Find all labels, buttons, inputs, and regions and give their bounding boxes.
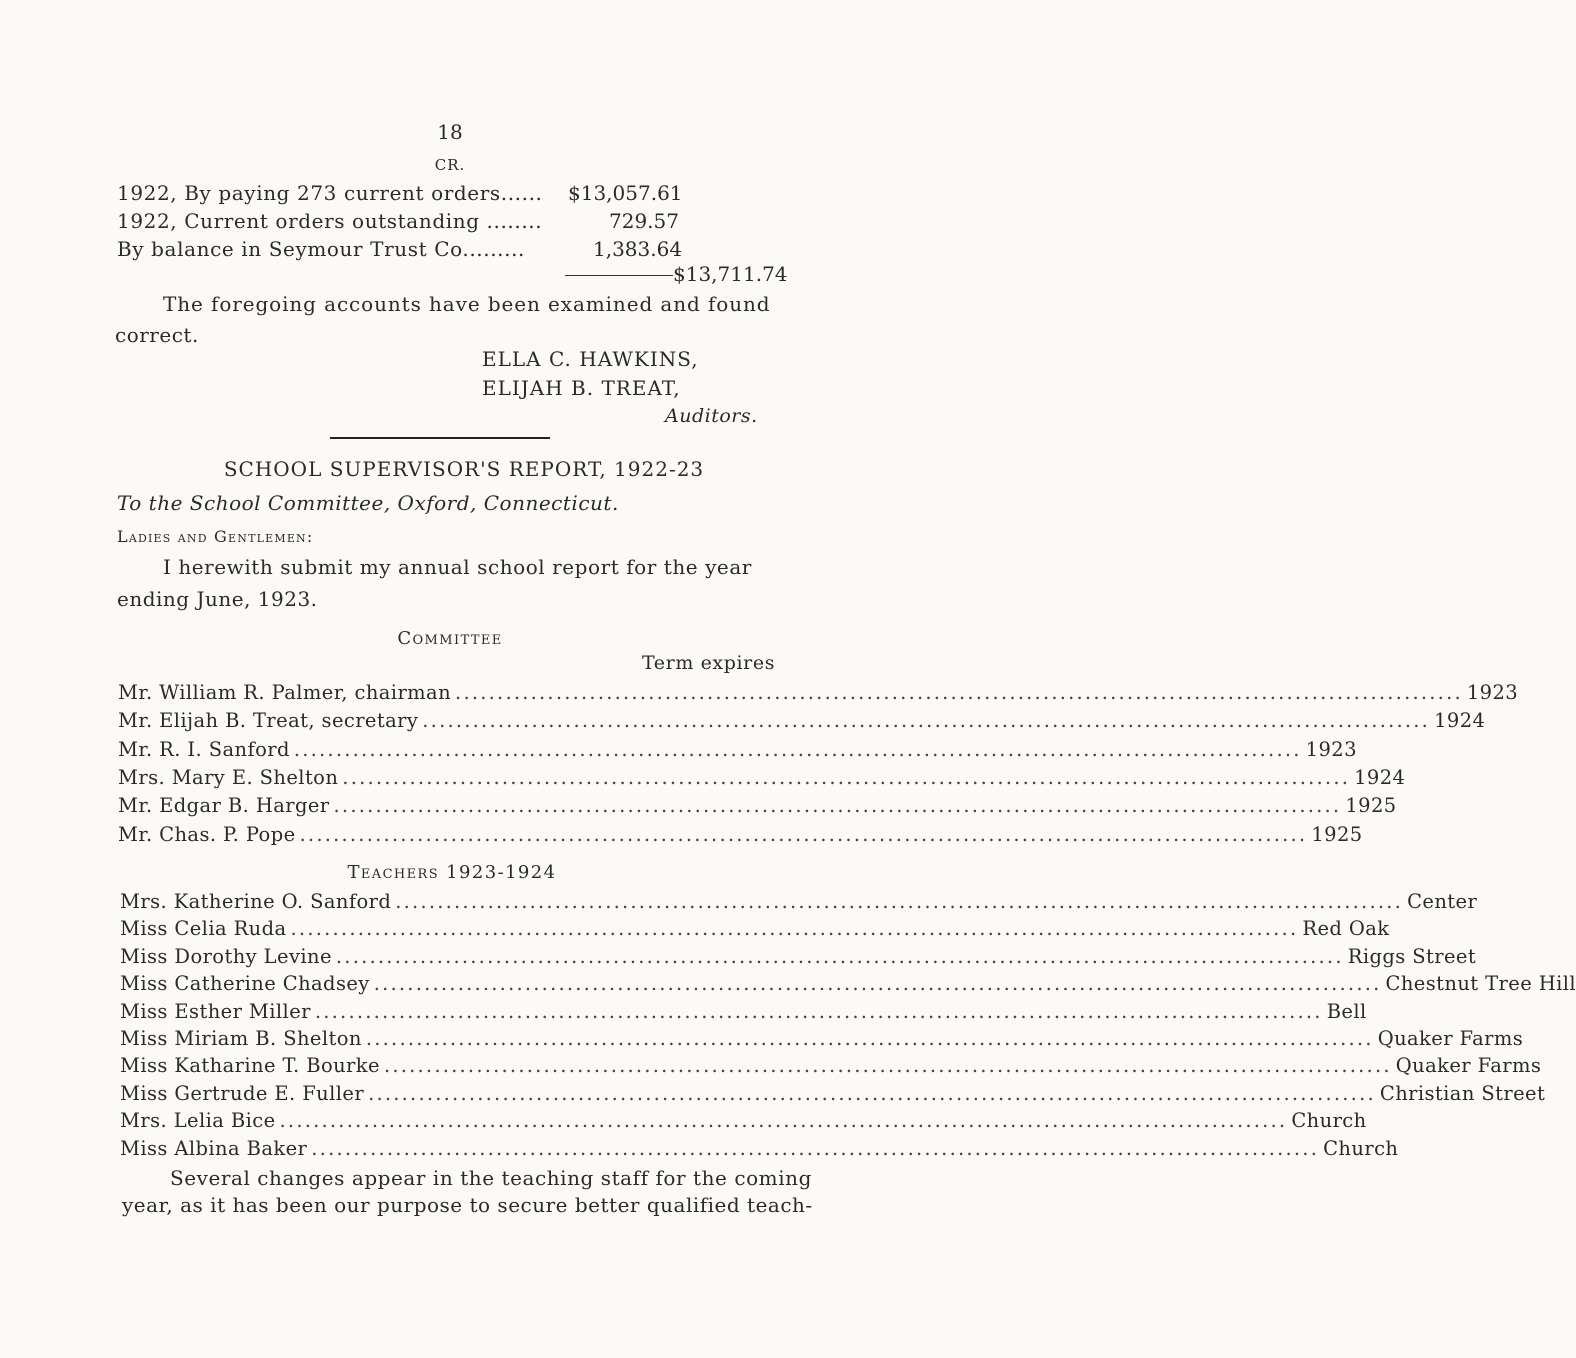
teacher-row-value: Red Oak xyxy=(1302,917,1390,941)
teacher-row-value: Riggs Street xyxy=(1347,944,1477,968)
leader-dots: ........................................................................................................................ xyxy=(342,765,1351,789)
teacher-row-value: Church xyxy=(1291,1109,1367,1133)
teacher-row xyxy=(120,944,1477,968)
committee-member-row-name: Mrs. Mary E. Shelton xyxy=(118,765,339,789)
auditor-statement-line-2: correct. xyxy=(115,323,199,347)
auditors-title: Auditors. xyxy=(665,405,758,427)
teacher-row-name: Miss Katharine T. Bourke xyxy=(120,1054,380,1078)
teacher-row-value: Chestnut Tree Hill xyxy=(1385,972,1576,996)
account-line-2-amount: 729.57 xyxy=(609,209,679,233)
leader-dots: ........................................................................................................................ xyxy=(395,890,1404,913)
term-expires-header: Term expires xyxy=(642,652,776,674)
teacher-row-name: Miss Celia Ruda xyxy=(120,917,287,941)
leader-dots: ........................................................................................................................ xyxy=(383,1054,1392,1078)
committee-member-row-value: 1925 xyxy=(1345,794,1397,818)
committee-member-row-value: 1923 xyxy=(1305,737,1357,761)
teacher-row xyxy=(120,972,1576,996)
teachers-heading: Teachers 1923-1924 xyxy=(347,862,557,883)
teacher-row-name: Miss Gertrude E. Fuller xyxy=(120,1081,365,1105)
committee-member-row xyxy=(118,681,1519,704)
closing-line-1: Several changes appear in the teaching staff for the coming xyxy=(170,1166,812,1190)
account-line-1-label: 1922, By paying 273 current orders...... xyxy=(117,181,543,205)
auditor-statement-line-1: The foregoing accounts have been examined and found xyxy=(163,292,771,316)
leader-dots: ........................................................................................................................ xyxy=(290,917,1299,941)
leader-dots: ........................................................................................................................ xyxy=(422,709,1431,733)
teacher-row-name: Miss Esther Miller xyxy=(120,999,311,1023)
committee-member-row-value: 1925 xyxy=(1311,822,1363,846)
leader-dots: ........................................................................................................................ xyxy=(365,1027,1374,1050)
teacher-row-name: Miss Dorothy Levine xyxy=(120,944,332,968)
teacher-row-value: Christian Street xyxy=(1379,1081,1546,1105)
teacher-row xyxy=(120,917,1390,941)
auditor-name-2: ELIJAH B. TREAT, xyxy=(482,376,681,400)
teacher-row xyxy=(120,1136,1399,1160)
leader-dots: ........................................................................................................................ xyxy=(368,1081,1376,1105)
report-address: To the School Committee, Oxford, Connecticut. xyxy=(117,491,619,515)
leader-dots: ........................................................................................................................ xyxy=(373,972,1382,996)
teacher-row-name: Miss Albina Baker xyxy=(120,1136,308,1160)
teacher-row-value: Quaker Farms xyxy=(1377,1027,1524,1050)
account-line-2-label: 1922, Current orders outstanding ........ xyxy=(117,209,543,233)
auditor-name-1: ELLA C. HAWKINS, xyxy=(482,347,699,371)
account-total xyxy=(565,262,788,286)
teacher-row-value: Quaker Farms xyxy=(1395,1054,1542,1078)
intro-line-1: I herewith submit my annual school report for the year xyxy=(163,555,752,579)
closing-line-2: year, as it has been our purpose to secure better qualified teach- xyxy=(122,1193,813,1217)
intro-line-2: ending June, 1923. xyxy=(117,587,318,611)
report-title: SCHOOL SUPERVISOR'S REPORT, 1922-23 xyxy=(223,457,705,481)
account-line-3-amount: 1,383.64 xyxy=(593,237,683,261)
teacher-row-value: Center xyxy=(1407,890,1478,913)
teacher-row-value: Church xyxy=(1323,1136,1399,1160)
teacher-row xyxy=(120,1081,1546,1105)
committee-member-row xyxy=(118,709,1486,733)
teacher-row xyxy=(120,890,1478,913)
committee-member-row-name: Mr. Chas. P. Pope xyxy=(118,822,296,846)
teacher-row xyxy=(120,1054,1542,1078)
account-line-3-label: By balance in Seymour Trust Co......... xyxy=(117,237,525,261)
committee-member-row-value: 1924 xyxy=(1354,765,1406,789)
account-total-amount: $13,711.74 xyxy=(673,262,788,286)
committee-member-row-value: 1924 xyxy=(1434,709,1486,733)
committee-member-row-name: Mr. Elijah B. Treat, secretary xyxy=(118,709,419,733)
salutation: Ladies and Gentlemen: xyxy=(117,527,314,546)
leader-dots: ........................................................................................................................ xyxy=(314,999,1323,1023)
credit-heading: CR. xyxy=(434,156,466,174)
leader-dots: ........................................................................................................................ xyxy=(333,794,1342,818)
leader-dots: ........................................................................................................................ xyxy=(279,1109,1288,1133)
committee-member-row-value: 1923 xyxy=(1466,681,1519,704)
committee-member-row xyxy=(118,822,1363,846)
committee-member-row-name: Mr. William R. Palmer, chairman xyxy=(118,681,452,704)
teacher-row-value: Bell xyxy=(1326,999,1367,1023)
committee-member-row-name: Mr. R. I. Sanford xyxy=(118,737,290,761)
page-number: 18 xyxy=(437,120,463,144)
teacher-row-name: Miss Miriam B. Shelton xyxy=(120,1027,362,1050)
committee-member-row xyxy=(118,794,1397,818)
teacher-row xyxy=(120,999,1367,1023)
leader-dots: ........................................................................................................................ xyxy=(299,822,1308,846)
leader-dots: ........................................................................................................................ xyxy=(311,1136,1320,1160)
committee-member-row xyxy=(118,765,1406,789)
total-rule xyxy=(565,275,673,276)
committee-heading: Committee xyxy=(397,628,503,649)
teacher-row-name: Mrs. Katherine O. Sanford xyxy=(120,890,392,913)
leader-dots: ........................................................................................................................ xyxy=(293,737,1302,761)
committee-member-row-name: Mr. Edgar B. Harger xyxy=(118,794,330,818)
teacher-row-name: Mrs. Lelia Bice xyxy=(120,1109,276,1133)
teacher-row xyxy=(120,1027,1524,1050)
teacher-row xyxy=(120,1109,1367,1133)
leader-dots: ........................................................................................................................ xyxy=(335,944,1344,968)
teacher-row-name: Miss Catherine Chadsey xyxy=(120,972,370,996)
leader-dots: ........................................................................................................................ xyxy=(455,681,1463,704)
section-divider xyxy=(330,437,550,439)
committee-member-row xyxy=(118,737,1357,761)
account-line-1-amount: $13,057.61 xyxy=(568,181,683,205)
